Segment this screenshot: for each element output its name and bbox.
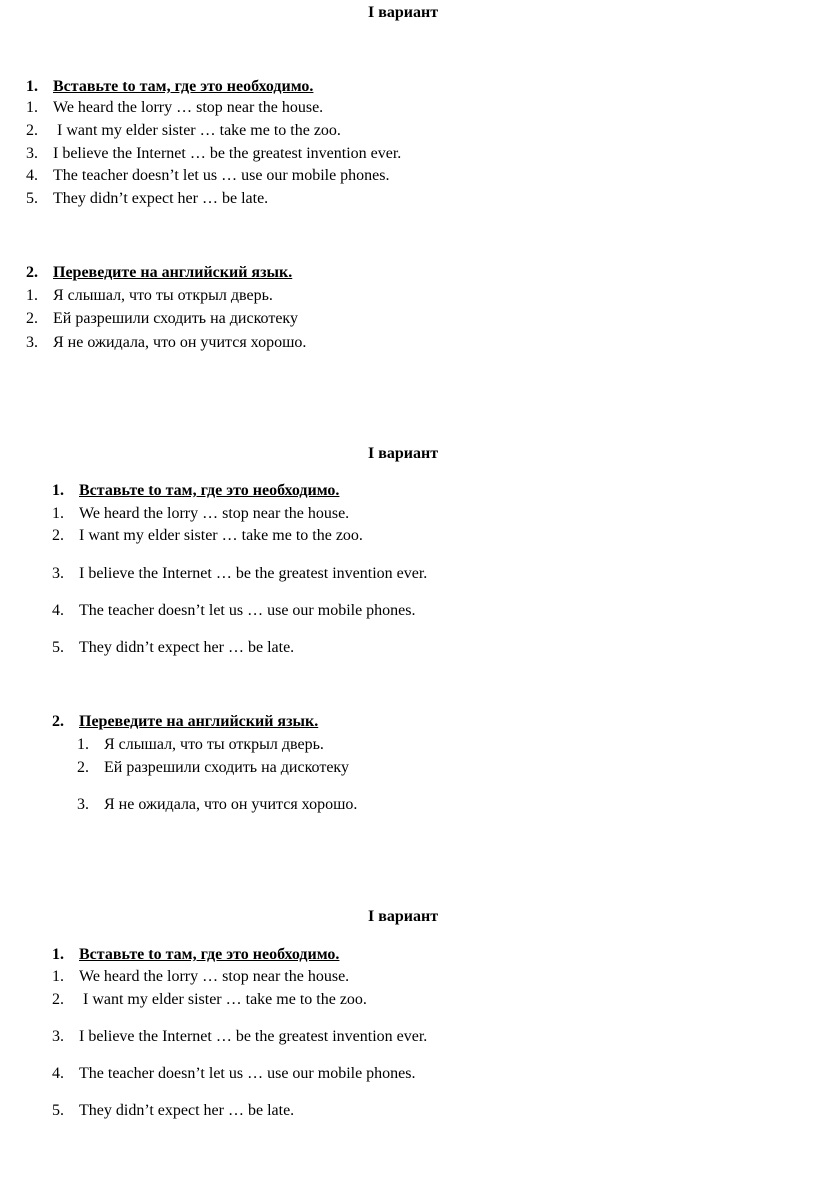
item-text: They didn’t expect her … be late. [79,639,295,656]
item-number: 4. [52,602,64,619]
item-number: 4. [26,167,38,184]
item-text: They didn’t expect her … be late. [53,190,269,207]
item-text: I believe the Internet … be the greatest invention ever. [79,565,428,582]
list-item [26,166,390,186]
item-number: 3. [26,334,38,351]
list-item [52,1027,427,1047]
item-text: I believe the Internet … be the greatest invention ever. [53,145,402,162]
item-number: 3. [77,796,89,813]
list-item [52,1101,294,1121]
item-number: 1. [52,968,64,985]
item-number: 1. [26,99,38,116]
item-text: Я не ожидала, что он учится хорошо. [104,796,358,813]
list-item [26,286,273,306]
item-text: Я слышал, что ты открыл дверь. [104,736,324,753]
item-text: We heard the lorry … stop near the house. [53,99,324,116]
item-number: 1. [26,287,38,304]
item-number: 2. [52,991,64,1008]
task-heading [26,77,313,97]
item-text: Ей разрешили сходить на дискотеку [53,310,298,327]
list-item [52,990,367,1010]
item-text: We heard the lorry … stop near the house. [79,968,350,985]
task-heading [52,945,339,965]
list-item [52,1064,416,1084]
task-number: 1. [26,78,38,95]
list-item [52,504,349,524]
list-item [77,758,349,778]
list-item [52,638,294,658]
item-text: Я слышал, что ты открыл дверь. [53,287,273,304]
item-text: We heard the lorry … stop near the house. [79,505,350,522]
task-heading-text: Вставьте to там, где это необходимо. [79,946,340,963]
list-item [26,144,401,164]
list-item [26,98,323,118]
list-item [52,526,363,546]
list-item [26,333,306,353]
task-heading-text: Переведите на английский язык. [79,713,319,730]
item-text: I want my elder sister … take me to the zoo. [79,991,367,1008]
variant-title: I вариант [368,4,439,21]
task-heading-text: Переведите на английский язык. [53,264,293,281]
list-item [26,309,298,329]
task-heading-text: Вставьте to там, где это необходимо. [53,78,314,95]
item-number: 3. [52,1028,64,1045]
item-number: 5. [52,639,64,656]
item-number: 3. [52,565,64,582]
task-number: 1. [52,482,64,499]
variant-title: I вариант [368,445,439,462]
list-item [77,795,357,815]
item-number: 2. [52,527,64,544]
item-number: 1. [52,505,64,522]
task-heading [52,481,339,501]
task-number: 2. [52,713,64,730]
item-text: They didn’t expect her … be late. [79,1102,295,1119]
variant-title: I вариант [368,908,439,925]
item-number: 1. [77,736,89,753]
task-number: 1. [52,946,64,963]
list-item [52,564,427,584]
list-item [52,967,349,987]
task-heading-text: Вставьте to там, где это необходимо. [79,482,340,499]
task-heading [52,712,318,732]
task-heading [26,263,292,283]
item-text: The teacher doesn’t let us … use our mobile phones. [53,167,390,184]
task-number: 2. [26,264,38,281]
list-item [26,189,268,209]
item-number: 2. [26,310,38,327]
list-item [77,735,324,755]
list-item [26,121,341,141]
item-text: Я не ожидала, что он учится хорошо. [53,334,307,351]
item-number: 2. [77,759,89,776]
item-number: 5. [26,190,38,207]
item-text: The teacher doesn’t let us … use our mobile phones. [79,1065,416,1082]
item-number: 5. [52,1102,64,1119]
list-item [52,601,416,621]
item-number: 4. [52,1065,64,1082]
item-text: The teacher doesn’t let us … use our mobile phones. [79,602,416,619]
item-number: 3. [26,145,38,162]
item-text: Ей разрешили сходить на дискотеку [104,759,349,776]
item-number: 2. [26,122,38,139]
item-text: I want my elder sister … take me to the zoo. [53,122,341,139]
item-text: I believe the Internet … be the greatest invention ever. [79,1028,428,1045]
item-text: I want my elder sister … take me to the zoo. [79,527,363,544]
